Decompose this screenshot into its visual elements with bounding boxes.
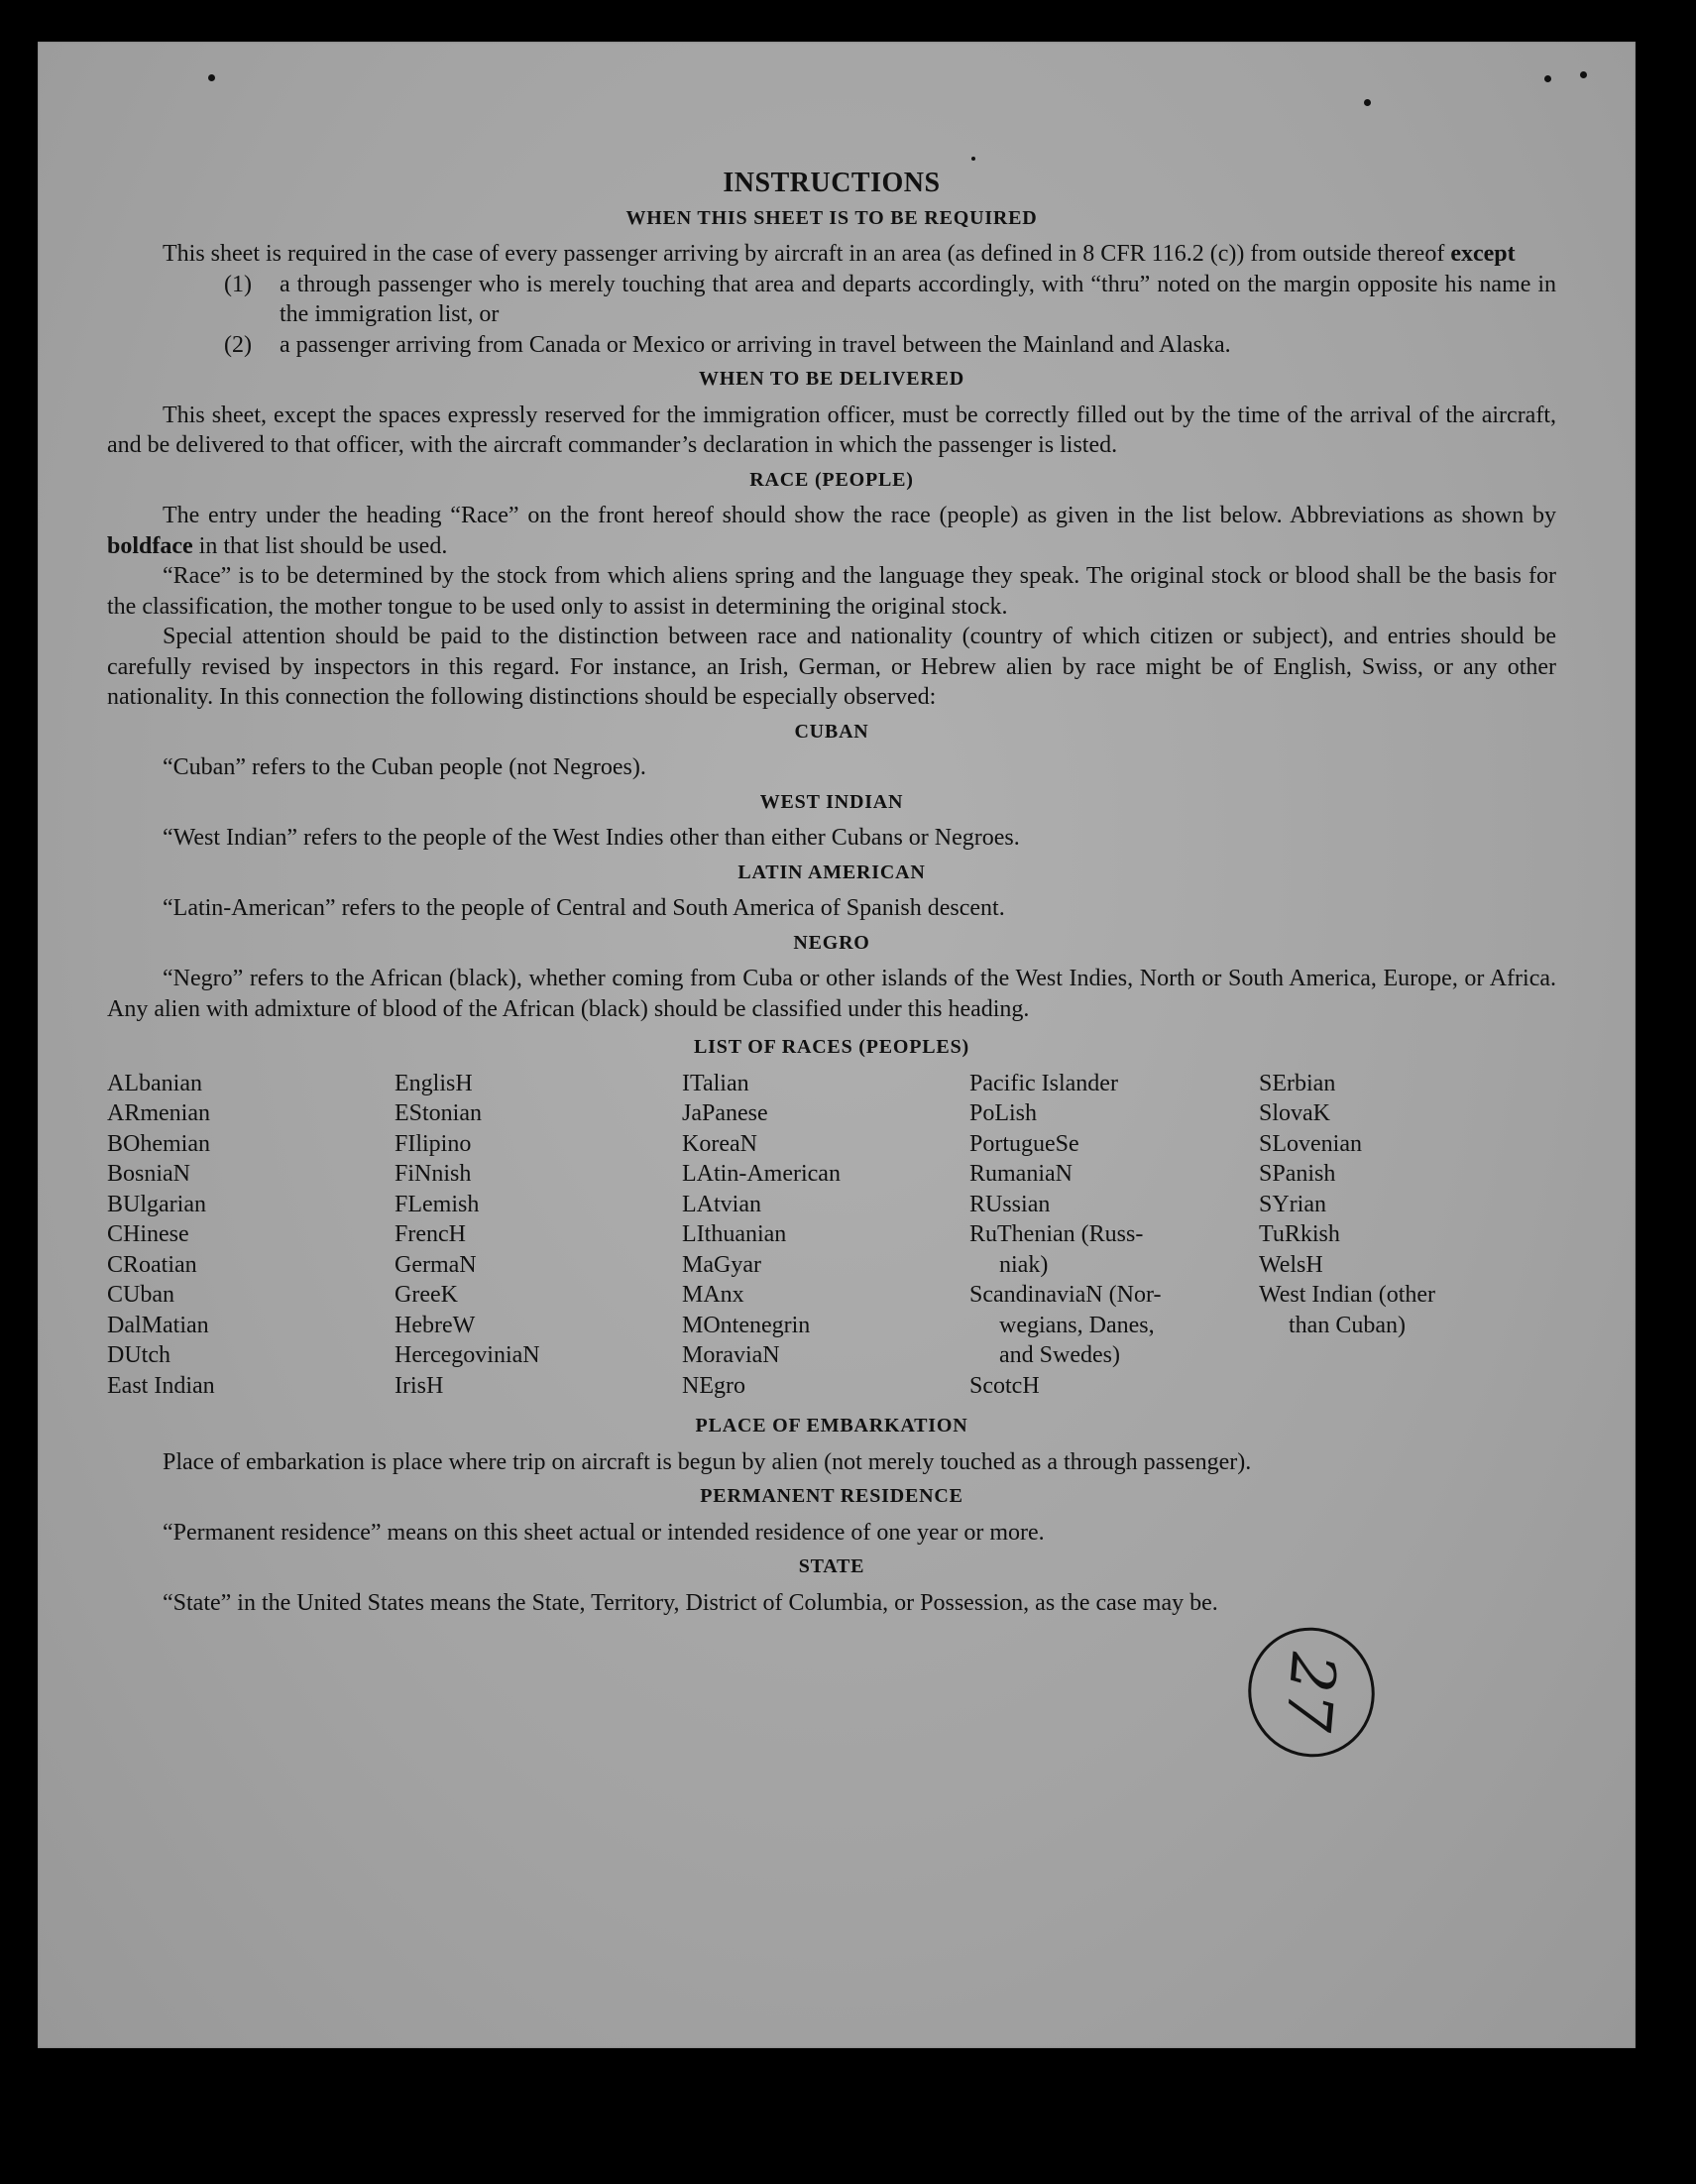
punch-mark: [208, 74, 215, 81]
race-entry: SLovenian: [1259, 1130, 1362, 1157]
race-entry: SYrian: [1259, 1191, 1326, 1217]
heading-when-delivered: WHEN TO BE DELIVERED: [698, 368, 965, 390]
race-entry: ITalian: [682, 1070, 749, 1096]
race-entry: MOntenegrin: [682, 1312, 811, 1338]
embarkation-text: Place of embarkation is place where trip on aircraft is begun by alien (not merely touched as a through passenger).: [163, 1448, 1252, 1475]
svg-text:27: 27: [1271, 1650, 1351, 1735]
heading-negro: NEGRO: [793, 931, 870, 954]
races-column-3: [682, 1069, 969, 1402]
race-entry: ALbanian: [107, 1070, 202, 1096]
speck-mark: [971, 157, 975, 161]
race-entry: East Indian: [107, 1372, 215, 1399]
race-paragraph-3: Special attention should be paid to the distinction between race and nationality (country of which citizen or subject), and entries should be carefully revised by inspectors in this regard. For instance, an Irish, German, or Hebrew alien by race might be of English, Swiss, or any other nationality. In this connection the following distinctions should be especially observed:: [107, 624, 1556, 710]
race-entry: RUssian: [969, 1191, 1051, 1217]
instructions-content: [107, 169, 1556, 1618]
race-west-indian: West Indian (other than Cuban): [1259, 1282, 1436, 1338]
race-entry: PoLish: [969, 1100, 1038, 1126]
exception-item: (1) a through passenger who is merely touching that area and departs accordingly, with “thru” noted on the margin opposite his name in the immigration list, or: [224, 271, 1556, 327]
race-entry: HebreW: [395, 1312, 476, 1338]
race-entry: JaPanese: [682, 1100, 768, 1126]
race-entry: EnglisH: [395, 1070, 473, 1096]
race-entry: ARmenian: [107, 1100, 210, 1126]
race-entry: CHinese: [107, 1221, 189, 1247]
race-entry: LAtin-American: [682, 1161, 841, 1187]
races-column-1: [107, 1069, 395, 1402]
race-entry: CRoatian: [107, 1251, 197, 1278]
heading-west-indian: WEST INDIAN: [759, 790, 904, 813]
race-entry: GermaN: [395, 1251, 477, 1278]
heading-race: RACE (PEOPLE): [749, 468, 914, 491]
state-text: “State” in the United States means the State, Territory, District of Columbia, or Possession, as the case may be.: [163, 1589, 1218, 1616]
race-entry: HercegoviniaN: [395, 1342, 540, 1368]
when-required-intro: This sheet is required in the case of every passenger arriving by aircraft in an area (as defined in 8 CFR 116.2 (c)) from outside thereof except: [163, 241, 1516, 267]
race-entry: CUban: [107, 1282, 174, 1308]
race-entry: MaGyar: [682, 1251, 761, 1278]
document-page: [38, 42, 1636, 2048]
races-list: [107, 1069, 1556, 1402]
race-entry: ScotcH: [969, 1372, 1040, 1399]
page-title: INSTRUCTIONS: [723, 168, 941, 198]
exception-item: (2) a passenger arriving from Canada or Mexico or arriving in travel between the Mainland and Alaska.: [224, 331, 1231, 358]
races-column-2: [395, 1069, 682, 1402]
race-entry: WelsH: [1259, 1251, 1323, 1278]
race-entry: BosniaN: [107, 1161, 190, 1187]
race-entry: SlovaK: [1259, 1100, 1330, 1126]
heading-when-required: WHEN THIS SHEET IS TO BE REQUIRED: [625, 206, 1038, 229]
race-paragraph-2: “Race” is to be determined by the stock from which aliens spring and the language they speak. The original stock or blood shall be the basis for the classification, the mother tongue to be used only to assist in determining the original stock.: [107, 563, 1556, 620]
latin-american-text: “Latin-American” refers to the people of Central and South America of Spanish descent.: [163, 895, 1005, 921]
race-entry: Pacific Islander: [969, 1070, 1118, 1096]
race-entry: LAtvian: [682, 1191, 761, 1217]
punch-mark: [1580, 71, 1587, 78]
race-entry: EStonian: [395, 1100, 482, 1126]
heading-embarkation: PLACE OF EMBARKATION: [695, 1415, 968, 1437]
race-entry: FIlipino: [395, 1130, 472, 1157]
race-entry: BOhemian: [107, 1130, 210, 1157]
race-entry: FLemish: [395, 1191, 480, 1217]
heading-list-of-races: LIST OF RACES (PEOPLES): [694, 1036, 969, 1058]
handwritten-circled-number: [1242, 1623, 1381, 1762]
race-entry: NEgro: [682, 1372, 745, 1399]
race-entry: MoraviaN: [682, 1342, 780, 1368]
race-entry: FrencH: [395, 1221, 466, 1247]
west-indian-text: “West Indian” refers to the people of the West Indies other than either Cubans or Negroes.: [163, 825, 1020, 851]
heading-state: STATE: [798, 1555, 865, 1577]
race-paragraph-1: The entry under the heading “Race” on the front hereof should show the race (people) as given in the list below. Abbreviations as shown by boldface in that list should be used.: [107, 503, 1556, 559]
cuban-text: “Cuban” refers to the Cuban people (not Negroes).: [163, 754, 646, 780]
heading-latin-american: LATIN AMERICAN: [737, 861, 926, 883]
race-entry: PortugueSe: [969, 1130, 1079, 1157]
race-entry: DUtch: [107, 1342, 170, 1368]
race-entry: MAnx: [682, 1282, 744, 1308]
race-entry: KoreaN: [682, 1130, 757, 1157]
races-column-5: [1259, 1069, 1546, 1402]
race-ruthenian: RuThenian (Russ- niak): [969, 1221, 1144, 1278]
heading-permanent-residence: PERMANENT RESIDENCE: [700, 1485, 963, 1507]
race-entry: TuRkish: [1259, 1221, 1340, 1247]
when-delivered-text: This sheet, except the spaces expressly reserved for the immigration officer, must be correctly filled out by the time of the arrival of the aircraft, and be delivered to that officer, with the aircraft commander’s declaration in which the passenger is listed.: [107, 402, 1556, 458]
race-entry: SErbian: [1259, 1070, 1336, 1096]
race-entry: LIthuanian: [682, 1221, 787, 1247]
race-entry: DalMatian: [107, 1312, 209, 1338]
residence-text: “Permanent residence” means on this sheet actual or intended residence of one year or more.: [163, 1519, 1045, 1546]
race-entry: SPanish: [1259, 1161, 1336, 1187]
punch-mark: [1544, 75, 1551, 82]
race-scandinavian: ScandinaviaN (Nor- wegians, Danes, and Swedes): [969, 1282, 1162, 1368]
race-entry: IrisH: [395, 1372, 444, 1399]
punch-mark: [1364, 99, 1371, 106]
race-entry: RumaniaN: [969, 1161, 1073, 1187]
races-column-4: [969, 1069, 1259, 1402]
heading-cuban: CUBAN: [794, 720, 869, 743]
race-entry: GreeK: [395, 1282, 458, 1308]
race-entry: FiNnish: [395, 1161, 472, 1187]
race-entry: BUlgarian: [107, 1191, 206, 1217]
negro-text: “Negro” refers to the African (black), whether coming from Cuba or other islands of the West Indies, North or South America, Europe, or Africa. Any alien with admixture of blood of the African (black) should be classified under this heading.: [107, 966, 1556, 1022]
exception-list: [224, 270, 1556, 361]
